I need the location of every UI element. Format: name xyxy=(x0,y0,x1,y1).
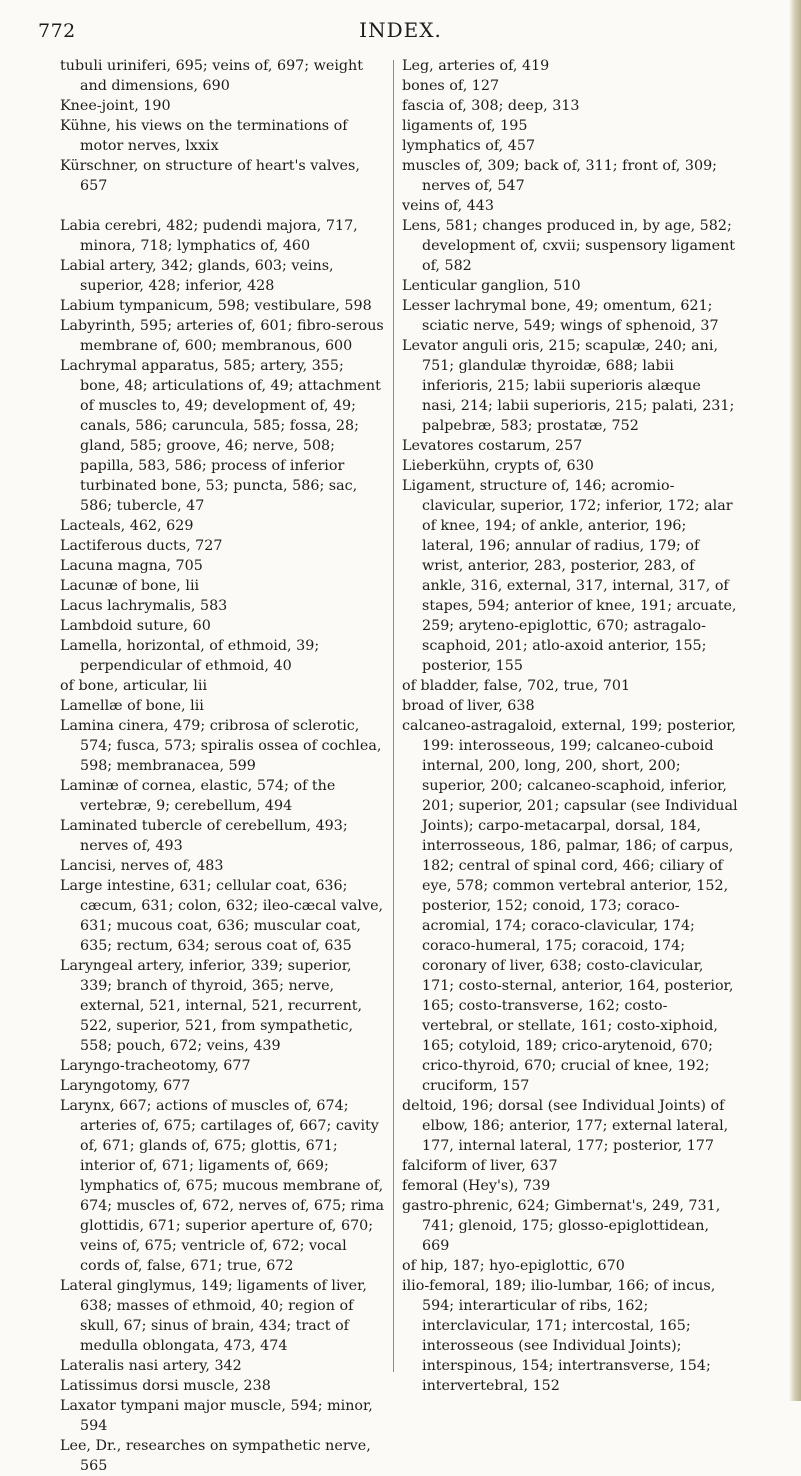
index-entry: deltoid, 196; dorsal (see Individual Joints) of elbow, 186; anterior, 177; external lateral, 177, internal lateral, 177; posterior, 177 xyxy=(402,1098,729,1154)
index-entry: Lamina cinera, 479; cribrosa of sclerotic, 574; fusca, 573; spiralis ossea of cochlea, 598; membranacea, 599 xyxy=(60,718,382,774)
right-column xyxy=(402,56,738,1396)
column-divider xyxy=(393,60,394,1372)
index-entry: Lachrymal apparatus, 585; artery, 355; bone, 48; articulations of, 49; attachment of muscles to, 49; development of, 49; canals, 586; caruncula, 585; fossa, 28; gland, 585; groove, 46; nerve, 508; papilla, 583, 586; process of inferior turbinated bone, 53; puncta, 586; sac, 586; tubercle, 47 xyxy=(60,358,381,514)
index-entry: of bone, articular, lii xyxy=(60,678,208,694)
index-entry: ilio-femoral, 189; ilio-lumbar, 166; of incus, 594; interarticular of ribs, 162; interclavicular, 171; intercostal, 165; interosseous (see Individual Joints); interspinous, 154; intertransverse, 154; intervertebral, 152 xyxy=(402,1278,716,1394)
index-entry: Kühne, his views on the terminations of motor nerves, lxxix xyxy=(60,118,348,154)
index-entry: Labyrinth, 595; arteries of, 601; fibro-serous membrane of, 600; membranous, 600 xyxy=(60,318,384,354)
index-entry: Labium tympanicum, 598; vestibulare, 598 xyxy=(60,298,372,314)
left-column xyxy=(60,56,388,1476)
index-entry: Laminated tubercle of cerebellum, 493; nerves of, 493 xyxy=(60,818,348,854)
index-entry: Laryngo-tracheotomy, 677 xyxy=(60,1058,251,1074)
index-entry: Kürschner, on structure of heart's valves, 657 xyxy=(60,158,360,194)
index-entry: lymphatics of, 457 xyxy=(402,138,536,154)
index-entry: of hip, 187; hyo-epiglottic, 670 xyxy=(402,1258,625,1274)
index-entry: Lancisi, nerves of, 483 xyxy=(60,858,224,874)
index-entry: tubuli uriniferi, 695; veins of, 697; weight and dimensions, 690 xyxy=(60,58,363,94)
index-entry: Lactiferous ducts, 727 xyxy=(60,538,223,554)
index-entry: Lenticular ganglion, 510 xyxy=(402,278,581,294)
index-entry: Knee-joint, 190 xyxy=(60,98,171,114)
index-entry: Latissimus dorsi muscle, 238 xyxy=(60,1378,271,1394)
index-entry: Lateralis nasi artery, 342 xyxy=(60,1358,242,1374)
index-entry: calcaneo-astragaloid, external, 199; posterior, 199: interosseous, 199; calcaneo-cuboid internal, 200, long, 200, short, 200; superior, 200; calcaneo-scaphoid, inferior, 201; superior, 201; capsular (see Individual Joints); carpo-metacarpal, dorsal, 184, interrosseous, 186, palmar, 186; of carpus, 182; central of spinal cord, 466; ciliary of eye, 578; common vertebral anterior, 152, posterior, 152; conoid, 173; coraco-acromial, 174; coraco-clavicular, 174; coraco-humeral, 175; coracoid, 174; coronary of liver, 638; costo-clavicular, 171; costo-sternal, anterior, 164, posterior, 165; costo-transverse, 162; costo-vertebral, or stellate, 161; costo-xiphoid, 165; cotyloid, 189; crico-arytenoid, 670; crico-thyroid, 670; crucial of knee, 192; cruciform, 157 xyxy=(402,718,738,1094)
index-entry: of bladder, false, 702, true, 701 xyxy=(402,678,631,694)
index-entry: femoral (Hey's), 739 xyxy=(402,1178,551,1194)
index-entry: broad of liver, 638 xyxy=(402,698,535,714)
index-entry: Lamella, horizontal, of ethmoid, 39; perpendicular of ethmoid, 40 xyxy=(60,638,320,674)
index-entry: Lieberkühn, crypts of, 630 xyxy=(402,458,594,474)
index-entry: ligaments of, 195 xyxy=(402,118,528,134)
index-entry: Lacteals, 462, 629 xyxy=(60,518,194,534)
index-entry: veins of, 443 xyxy=(402,198,494,214)
index-entry: Lacunæ of bone, lii xyxy=(60,578,200,594)
index-entry: fascia of, 308; deep, 313 xyxy=(402,98,580,114)
index-entry: Laryngotomy, 677 xyxy=(60,1078,191,1094)
index-entry: Laminæ of cornea, elastic, 574; of the vertebræ, 9; cerebellum, 494 xyxy=(60,778,336,814)
index-entry: muscles of, 309; back of, 311; front of, 309; nerves of, 547 xyxy=(402,158,717,194)
index-entry: Ligament, structure of, 146; acromio-clavicular, superior, 172; inferior, 172; alar of knee, 194; of ankle, anterior, 196; lateral, 196; annular of radius, 179; of wrist, anterior, 283, posterior, 283, of ankle, 316, external, 317, internal, 317, of stapes, 594; anterior of knee, 191; arcuate, 259; aryteno-epiglottic, 670; astragalo-scaphoid, 201; atlo-axoid anterior, 155; posterior, 155 xyxy=(402,478,737,674)
index-entry: Laxator tympani major muscle, 594; minor, 594 xyxy=(60,1398,373,1434)
index-entry: Lesser lachrymal bone, 49; omentum, 621; sciatic nerve, 549; wings of sphenoid, 37 xyxy=(402,298,719,334)
index-entry: Laryngeal artery, inferior, 339; superior, 339; branch of thyroid, 365; nerve, external, 521, internal, 521, recurrent, 522, superior, 521, from sympathetic, 558; pouch, 672; veins, 439 xyxy=(60,958,363,1054)
index-entry: Lacus lachrymalis, 583 xyxy=(60,598,228,614)
index-entry: Lacuna magna, 705 xyxy=(60,558,203,574)
index-entry: Large intestine, 631; cellular coat, 636; cæcum, 631; colon, 632; ileo-cæcal valve, 631; mucous coat, 636; muscular coat, 635; rectum, 634; serous coat of, 635 xyxy=(60,878,384,954)
index-entry: Lamellæ of bone, lii xyxy=(60,698,204,714)
page-edge xyxy=(789,0,801,1401)
index-entry: Lens, 581; changes produced in, by age, 582; development of, cxvii; suspensory ligament of, 582 xyxy=(402,218,736,274)
index-entry: Levator anguli oris, 215; scapulæ, 240; ani, 751; glandulæ thyroidæ, 688; labii inferioris, 215; labii superioris alæque nasi, 214; labii superioris, 215; palati, 231; palpebræ, 583; prostatæ, 752 xyxy=(402,338,735,434)
index-entry: bones of, 127 xyxy=(402,78,500,94)
index-entry: Lee, Dr., researches on sympathetic nerve, 565 xyxy=(60,1438,371,1474)
running-head: INDEX. xyxy=(359,18,442,42)
index-entry: Lateral ginglymus, 149; ligaments of liver, 638; masses of ethmoid, 40; region of skull, 67; sinus of brain, 434; tract of medulla oblongata, 473, 474 xyxy=(60,1278,367,1354)
index-entry: Labial artery, 342; glands, 603; veins, superior, 428; inferior, 428 xyxy=(60,258,334,294)
page-number: 772 xyxy=(38,20,76,42)
index-entry: Levatores costarum, 257 xyxy=(402,438,583,454)
index-entry: Labia cerebri, 482; pudendi majora, 717, minora, 718; lymphatics of, 460 xyxy=(60,218,358,254)
index-entry: gastro-phrenic, 624; Gimbernat's, 249, 731, 741; glenoid, 175; glosso-epiglottidean, 669 xyxy=(402,1198,721,1254)
index-entry: falciform of liver, 637 xyxy=(402,1158,558,1174)
index-entry: Leg, arteries of, 419 xyxy=(402,58,550,74)
index-entry: Larynx, 667; actions of muscles of, 674; arteries of, 675; cartilages of, 667; cavity of, 671; glands of, 675; glottis, 671; interior of, 671; ligaments of, 669; lymphatics of, 675; mucous membrane of, 674; muscles of, 672, nerves of, 675; rima glottidis, 671; superior aperture of, 670; veins of, 675; ventricle of, 672; vocal cords of, false, 671; true, 672 xyxy=(60,1098,385,1274)
index-entry: Lambdoid suture, 60 xyxy=(60,618,211,634)
